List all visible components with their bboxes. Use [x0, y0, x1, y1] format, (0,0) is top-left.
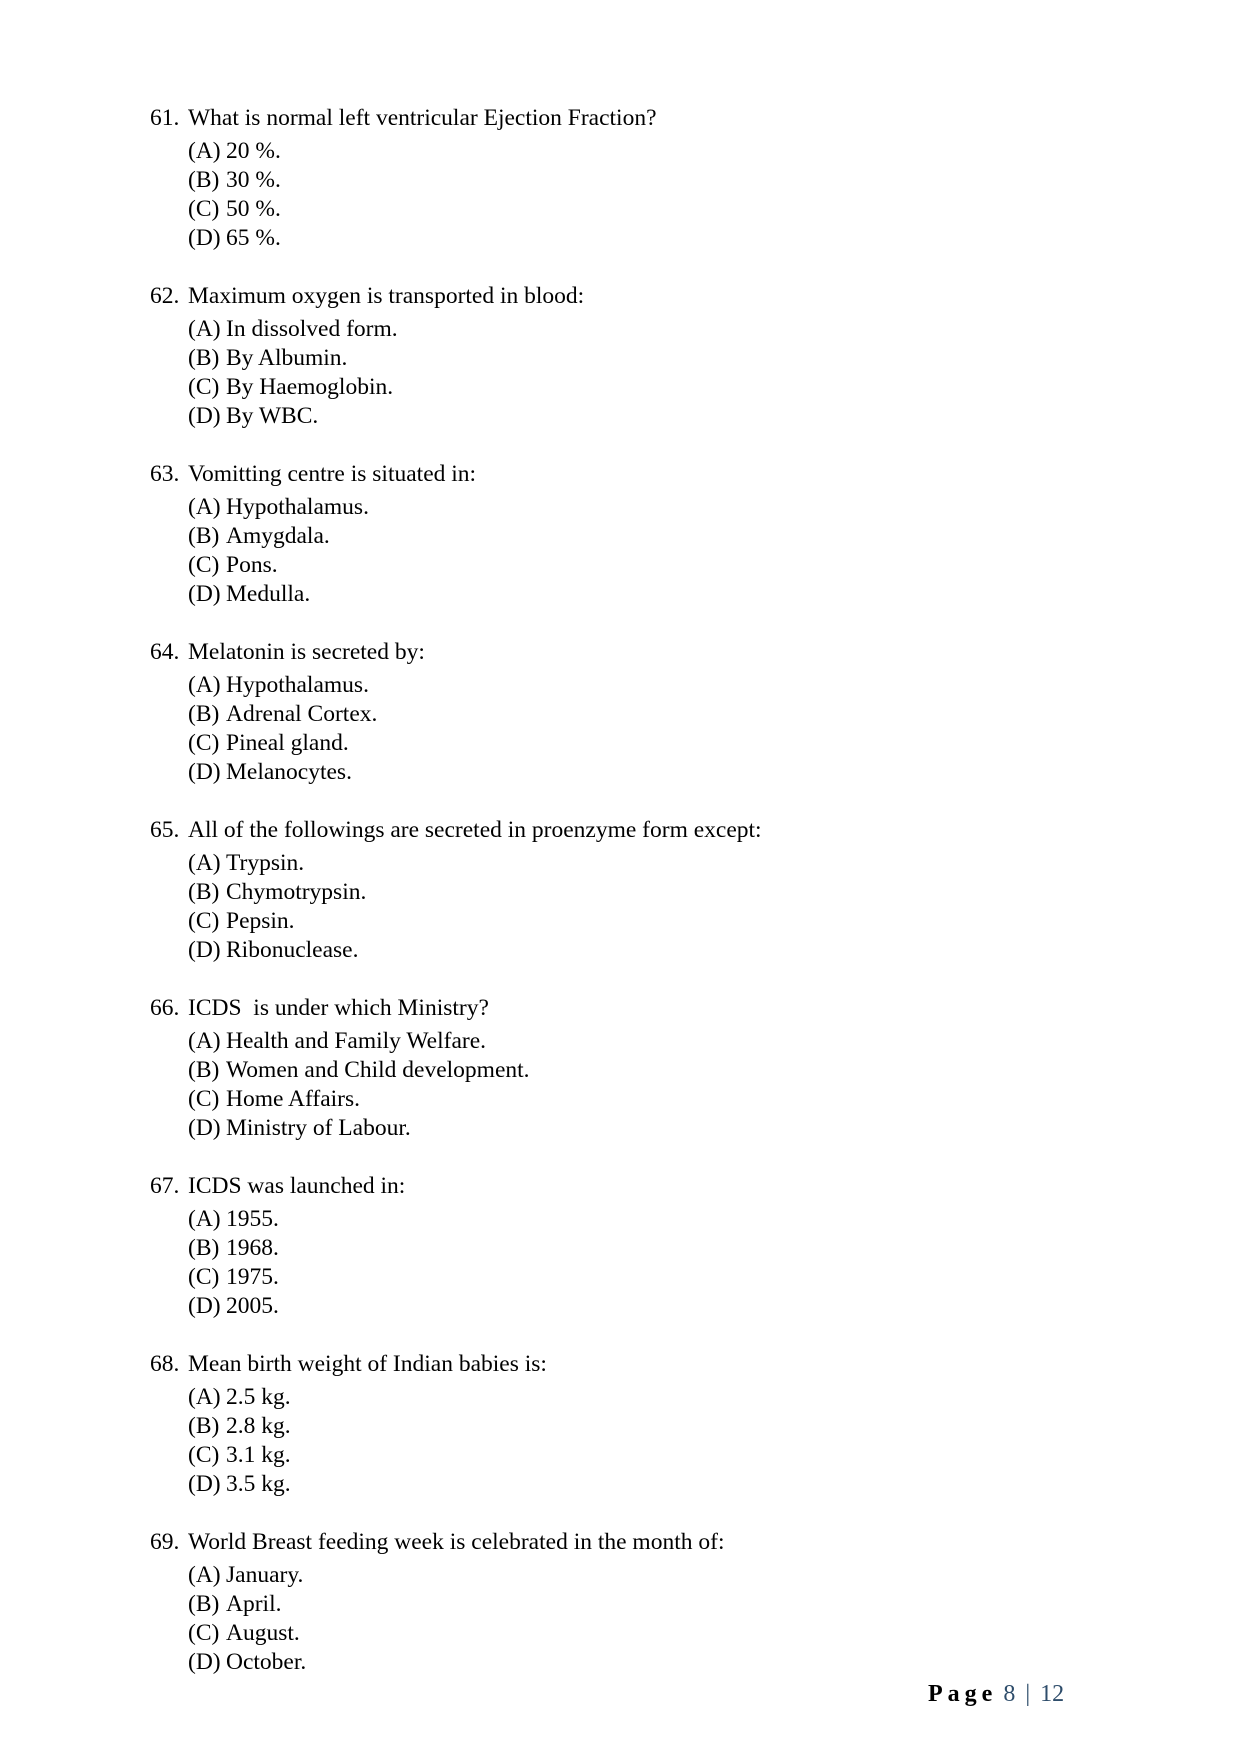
question-text: Mean birth weight of Indian babies is: — [188, 1351, 547, 1377]
option-letter: (A) — [188, 494, 221, 520]
option-text: Trypsin. — [226, 850, 305, 876]
question-text: Maximum oxygen is transported in blood: — [188, 283, 585, 309]
option-letter: (A) — [188, 1562, 221, 1588]
question-number: 68. — [150, 1351, 180, 1377]
option-text: October. — [226, 1649, 307, 1675]
answer-option — [188, 907, 1110, 936]
option-letter: (C) — [188, 1086, 220, 1112]
answer-option — [188, 671, 1110, 700]
option-text: 1968. — [226, 1235, 279, 1261]
question-line — [150, 104, 1110, 133]
question-block — [150, 104, 1110, 282]
question-block — [150, 994, 1110, 1172]
option-text: Melanocytes. — [226, 759, 352, 785]
option-letter: (D) — [188, 581, 221, 607]
option-text: Pineal gland. — [226, 730, 349, 756]
question-block — [150, 816, 1110, 994]
question-block — [150, 282, 1110, 460]
option-letter: (C) — [188, 908, 220, 934]
answer-option — [188, 551, 1110, 580]
option-list — [150, 493, 1110, 609]
option-letter: (D) — [188, 1471, 221, 1497]
question-line — [150, 1350, 1110, 1379]
answer-option — [188, 1383, 1110, 1412]
question-line — [150, 638, 1110, 667]
option-text: 50 %. — [226, 196, 281, 222]
option-text: 30 %. — [226, 167, 281, 193]
option-letter: (C) — [188, 552, 220, 578]
question-text: World Breast feeding week is celebrated in the month of: — [188, 1529, 725, 1555]
option-text: Ministry of Labour. — [226, 1115, 411, 1141]
answer-option — [188, 878, 1110, 907]
answer-option — [188, 224, 1110, 253]
question-number: 65. — [150, 817, 180, 843]
option-letter: (A) — [188, 138, 221, 164]
option-text: By Haemoglobin. — [226, 374, 394, 400]
question-block — [150, 1350, 1110, 1528]
option-letter: (B) — [188, 1413, 220, 1439]
question-number: 64. — [150, 639, 180, 665]
option-letter: (C) — [188, 374, 220, 400]
option-text: 3.1 kg. — [226, 1442, 291, 1468]
option-letter: (B) — [188, 523, 220, 549]
question-block — [150, 638, 1110, 816]
option-text: In dissolved form. — [226, 316, 398, 342]
answer-option — [188, 1412, 1110, 1441]
answer-option — [188, 1056, 1110, 1085]
answer-option — [188, 758, 1110, 787]
option-text: 2.8 kg. — [226, 1413, 291, 1439]
option-text: Hypothalamus. — [226, 672, 369, 698]
option-letter: (A) — [188, 850, 221, 876]
answer-option — [188, 315, 1110, 344]
question-text: All of the followings are secreted in proenzyme form except: — [188, 817, 762, 843]
question-text: Melatonin is secreted by: — [188, 639, 425, 665]
option-letter: (C) — [188, 196, 220, 222]
option-letter: (D) — [188, 1293, 221, 1319]
answer-option — [188, 580, 1110, 609]
answer-option — [188, 344, 1110, 373]
option-letter: (D) — [188, 937, 221, 963]
question-text: What is normal left ventricular Ejection Fraction? — [188, 105, 657, 131]
current-page-number: 8 — [1003, 1681, 1016, 1707]
option-list — [150, 137, 1110, 253]
answer-option — [188, 373, 1110, 402]
option-letter: (A) — [188, 1028, 221, 1054]
option-text: 2005. — [226, 1293, 279, 1319]
question-line — [150, 1172, 1110, 1201]
answer-option — [188, 1648, 1110, 1677]
option-list — [150, 1205, 1110, 1321]
answer-option — [188, 849, 1110, 878]
option-letter: (C) — [188, 1620, 220, 1646]
option-list — [150, 849, 1110, 965]
option-text: August. — [226, 1620, 300, 1646]
question-number: 66. — [150, 995, 180, 1021]
total-pages-number: 12 — [1040, 1681, 1065, 1707]
question-number: 69. — [150, 1529, 180, 1555]
question-line — [150, 460, 1110, 489]
question-list — [150, 104, 1110, 1706]
answer-option — [188, 195, 1110, 224]
option-text: January. — [226, 1562, 304, 1588]
option-text: 1955. — [226, 1206, 279, 1232]
question-text: ICDS is under which Ministry? — [188, 995, 489, 1021]
option-text: 1975. — [226, 1264, 279, 1290]
option-letter: (B) — [188, 701, 220, 727]
option-text: Adrenal Cortex. — [226, 701, 378, 727]
option-letter: (B) — [188, 345, 220, 371]
answer-option — [188, 1470, 1110, 1499]
option-text: Chymotrypsin. — [226, 879, 367, 905]
option-letter: (A) — [188, 1384, 221, 1410]
option-letter: (C) — [188, 730, 220, 756]
answer-option — [188, 1234, 1110, 1263]
answer-option — [188, 1561, 1110, 1590]
option-text: 65 %. — [226, 225, 281, 251]
answer-option — [188, 1292, 1110, 1321]
option-text: Amygdala. — [226, 523, 330, 549]
option-letter: (C) — [188, 1442, 220, 1468]
option-letter: (C) — [188, 1264, 220, 1290]
question-line — [150, 816, 1110, 845]
option-letter: (D) — [188, 759, 221, 785]
option-text: Pons. — [226, 552, 278, 578]
option-letter: (B) — [188, 167, 220, 193]
question-number: 61. — [150, 105, 180, 131]
question-line — [150, 282, 1110, 311]
answer-option — [188, 1263, 1110, 1292]
option-text: 20 %. — [226, 138, 281, 164]
answer-option — [188, 166, 1110, 195]
option-letter: (B) — [188, 1235, 220, 1261]
page-label: Page — [928, 1681, 998, 1707]
answer-option — [188, 1085, 1110, 1114]
option-text: Hypothalamus. — [226, 494, 369, 520]
option-text: Women and Child development. — [226, 1057, 530, 1083]
question-number: 62. — [150, 283, 180, 309]
option-letter: (A) — [188, 1206, 221, 1232]
option-text: Pepsin. — [226, 908, 295, 934]
option-letter: (D) — [188, 403, 221, 429]
answer-option — [188, 522, 1110, 551]
question-line — [150, 1528, 1110, 1557]
option-letter: (A) — [188, 672, 221, 698]
answer-option — [188, 402, 1110, 431]
option-text: 3.5 kg. — [226, 1471, 291, 1497]
answer-option — [188, 493, 1110, 522]
question-block — [150, 460, 1110, 638]
option-letter: (D) — [188, 225, 221, 251]
answer-option — [188, 1205, 1110, 1234]
answer-option — [188, 1619, 1110, 1648]
option-text: Home Affairs. — [226, 1086, 361, 1112]
answer-option — [188, 729, 1110, 758]
question-block — [150, 1172, 1110, 1350]
option-text: By WBC. — [226, 403, 319, 429]
answer-option — [188, 1441, 1110, 1470]
answer-option — [188, 1027, 1110, 1056]
option-letter: (B) — [188, 879, 220, 905]
question-number: 67. — [150, 1173, 180, 1199]
option-text: By Albumin. — [226, 345, 348, 371]
page-separator: | — [1025, 1681, 1031, 1707]
option-list — [150, 1383, 1110, 1499]
option-text: Health and Family Welfare. — [226, 1028, 487, 1054]
option-text: Medulla. — [226, 581, 311, 607]
answer-option — [188, 1114, 1110, 1143]
answer-option — [188, 936, 1110, 965]
option-text: April. — [226, 1591, 282, 1617]
question-number: 63. — [150, 461, 180, 487]
option-text: 2.5 kg. — [226, 1384, 291, 1410]
option-letter: (A) — [188, 316, 221, 342]
answer-option — [188, 700, 1110, 729]
question-line — [150, 994, 1110, 1023]
option-list — [150, 671, 1110, 787]
option-list — [150, 1027, 1110, 1143]
question-text: ICDS was launched in: — [188, 1173, 406, 1199]
option-letter: (D) — [188, 1649, 221, 1675]
question-text: Vomitting centre is situated in: — [188, 461, 477, 487]
answer-option — [188, 1590, 1110, 1619]
option-letter: (B) — [188, 1591, 220, 1617]
option-letter: (B) — [188, 1057, 220, 1083]
page-footer — [928, 1680, 1064, 1708]
option-list — [150, 1561, 1110, 1677]
option-text: Ribonuclease. — [226, 937, 359, 963]
answer-option — [188, 137, 1110, 166]
option-letter: (D) — [188, 1115, 221, 1141]
option-list — [150, 315, 1110, 431]
